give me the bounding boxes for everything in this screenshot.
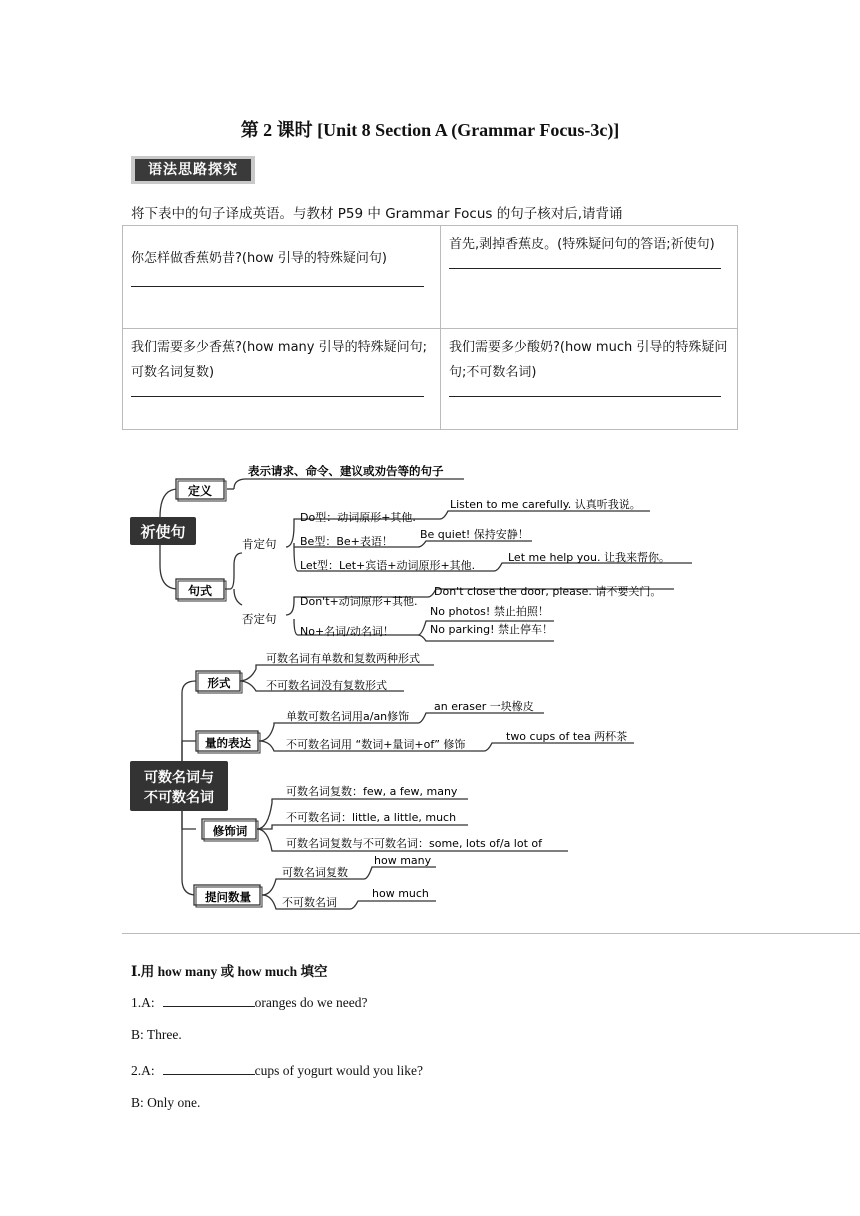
form-1: 可数名词有单数和复数两种形式 (266, 652, 420, 665)
answer-line[interactable] (449, 267, 721, 269)
do-example: Listen to me carefully. 认真听我说。 (450, 498, 641, 511)
translation-table (122, 225, 738, 430)
table-cell (123, 329, 441, 430)
answer-2: B: Only one. (131, 1095, 201, 1110)
definition-text: 表示请求、命令、建议或劝告等的句子 (248, 464, 444, 478)
modifier-1: 可数名词复数：few, a few, many (286, 785, 458, 798)
exercise-heading-number: Ⅰ. (131, 964, 141, 979)
answer-1: B: Three. (131, 1027, 182, 1042)
form-2: 不可数名词没有复数形式 (266, 679, 387, 692)
form-label: 形式 (207, 676, 231, 690)
page-title: 第 2 课时 [Unit 8 Section A (Grammar Focus-3c)] (240, 120, 620, 140)
answer-blank[interactable] (163, 993, 255, 1007)
answer-line[interactable] (449, 395, 721, 397)
no-type: No+名词/动名词！ (300, 625, 394, 638)
question-1-example: how many (374, 854, 432, 867)
table-row (123, 226, 738, 329)
modifier-2: 不可数名词：little, a little, much (286, 811, 457, 824)
quantity-2: 不可数名词用 “数词+量词+of” 修饰 (286, 738, 466, 751)
answer-line[interactable] (131, 395, 424, 397)
answer-blank[interactable] (163, 1061, 255, 1075)
quantity-label: 量的表达 (205, 736, 251, 750)
dont-type: Don't+动词原形+其他. (300, 595, 418, 608)
question-2-prefix: 2.A: (131, 1063, 155, 1078)
exercise-heading-text: 用 how many 或 how much 填空 (140, 964, 328, 979)
table-row (123, 329, 738, 430)
quantity-2-example: two cups of tea 两杯茶 (506, 730, 628, 743)
negative-label: 否定句 (242, 612, 277, 626)
question-2-example: how much (372, 887, 429, 900)
question-label: 提问数量 (205, 890, 251, 904)
question-2: 不可数名词 (282, 896, 337, 909)
exercise-heading (131, 960, 327, 980)
table-cell (123, 226, 441, 329)
imperative-root: 祈使句 (140, 523, 186, 541)
modifier-3: 可数名词复数与不可数名词：some, lots of/a lot of (286, 837, 543, 850)
cell-prompt: 我们需要多少香蕉?(how many 引导的特殊疑问句;可数名词复数) (131, 340, 428, 380)
table-cell (441, 329, 738, 430)
nouns-root-line1: 可数名词与 (144, 770, 214, 786)
question-2 (131, 1061, 423, 1079)
quantity-1: 单数可数名词用a/an修饰 (286, 710, 410, 723)
answer-line[interactable] (131, 285, 424, 287)
divider (122, 933, 860, 934)
definition-label: 定义 (187, 484, 213, 498)
question-1-text: oranges do we need? (254, 995, 368, 1010)
quantity-1-example: an eraser 一块橡皮 (434, 700, 534, 713)
positive-label: 肯定句 (242, 537, 277, 551)
be-type: Be型：Be+表语！ (300, 535, 393, 548)
be-example: Be quiet! 保持安静！ (420, 528, 529, 541)
modifier-label: 修饰词 (212, 824, 248, 838)
section-badge (131, 156, 255, 184)
no-example-2: No parking! 禁止停车！ (430, 623, 553, 636)
cell-prompt: 首先,剥掉香蕉皮。(特殊疑问句的答语;祈使句) (449, 237, 715, 252)
instruction-text: 将下表中的句子译成英语。与教材 P59 中 Grammar Focus 的句子核对后,请背诵 (131, 206, 623, 222)
question-1-prefix: 1.A: (131, 995, 155, 1010)
let-type: Let型：Let+宾语+动词原形+其他. (300, 559, 476, 572)
nouns-root-line2: 不可数名词 (144, 790, 214, 806)
no-example-1: No photos! 禁止拍照！ (430, 605, 549, 618)
cell-prompt: 我们需要多少酸奶?(how much 引导的特殊疑问句;不可数名词) (449, 340, 728, 380)
grammar-mindmap (122, 455, 742, 915)
question-1: 可数名词复数 (282, 866, 348, 879)
do-type: Do型：动词原形+其他. (300, 511, 416, 524)
pattern-label: 句式 (187, 584, 213, 598)
section-badge-label: 语法思路探究 (135, 159, 251, 181)
cell-prompt: 你怎样做香蕉奶昔?(how 引导的特殊疑问句) (131, 251, 388, 266)
let-example: Let me help you. 让我来帮你。 (508, 551, 670, 564)
question-1 (131, 993, 367, 1011)
dont-example: Don't close the door, please. 请不要关门。 (434, 585, 662, 598)
table-cell (441, 226, 738, 329)
question-2-text: cups of yogurt would you like? (254, 1063, 423, 1078)
